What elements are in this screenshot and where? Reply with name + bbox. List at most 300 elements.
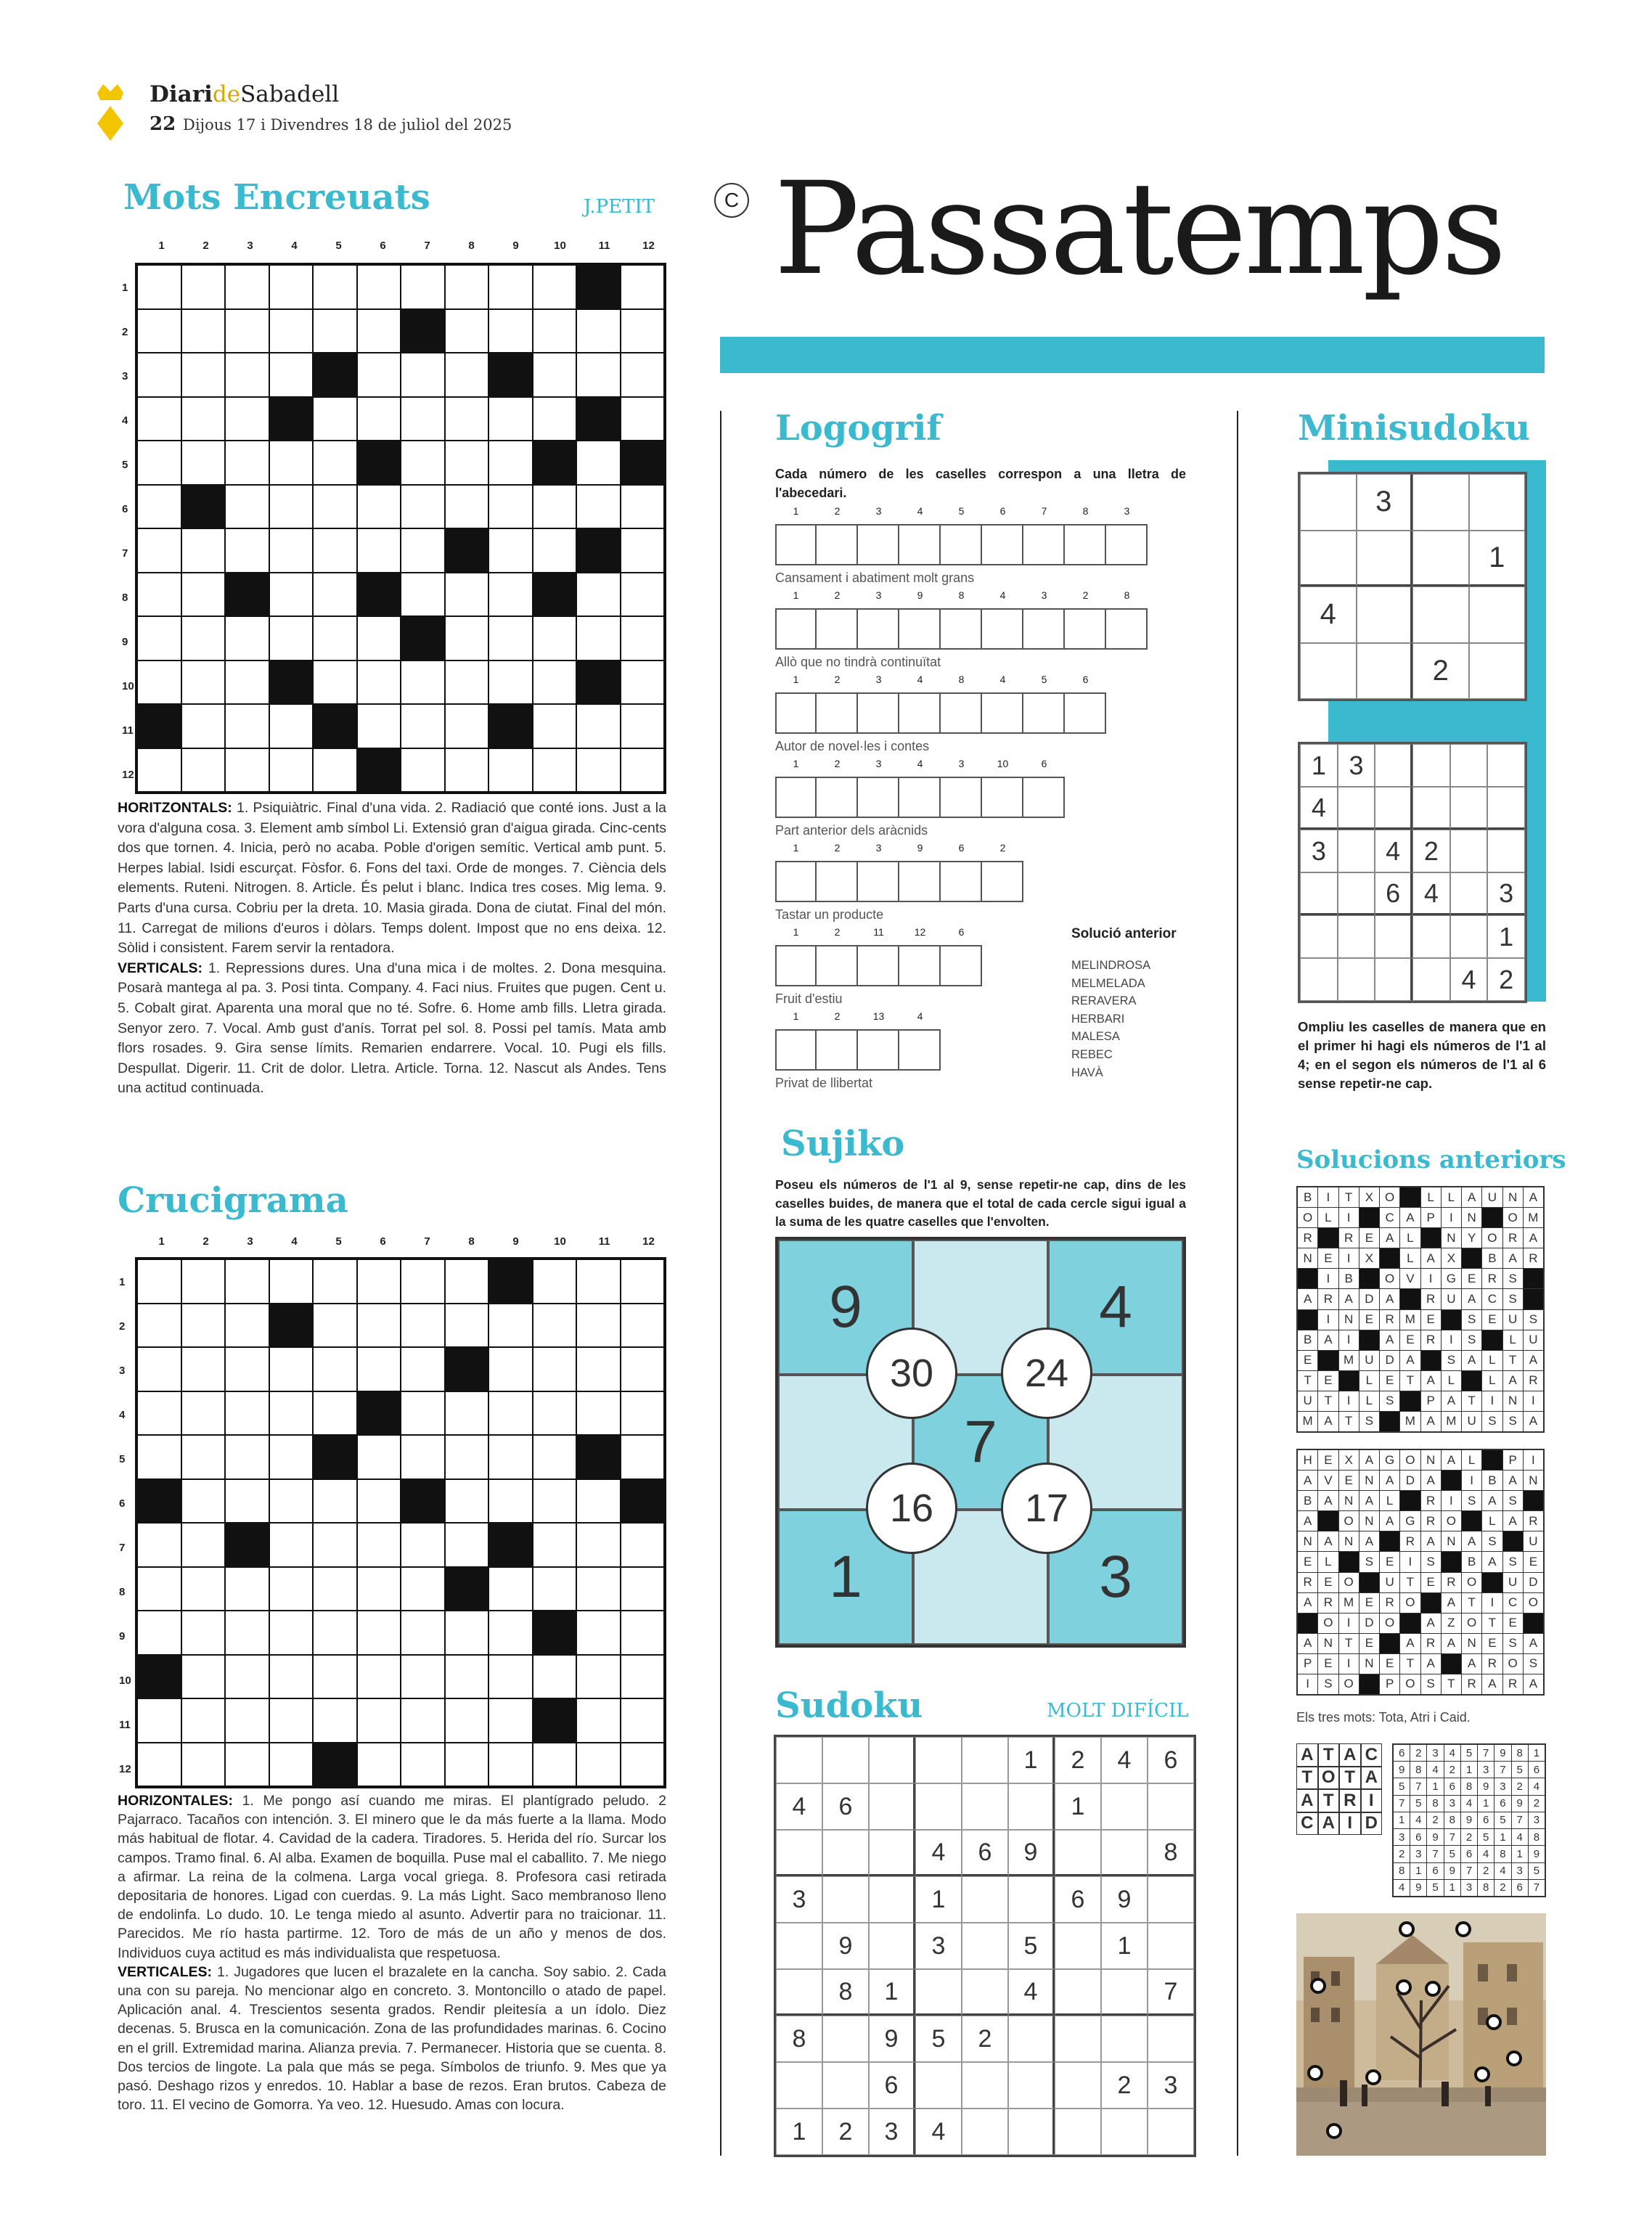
grid-cell[interactable] xyxy=(270,1348,313,1391)
sudoku-cell[interactable]: 9 xyxy=(1101,1876,1148,1923)
grid-cell[interactable] xyxy=(358,661,401,704)
grid-cell[interactable] xyxy=(182,1568,225,1611)
grid-cell[interactable] xyxy=(446,353,488,396)
grid-cell[interactable] xyxy=(314,1436,356,1478)
grid-cell[interactable] xyxy=(489,441,532,484)
logo-letter-box[interactable] xyxy=(982,777,1023,818)
sudoku-cell[interactable]: 3 xyxy=(1487,872,1525,915)
grid-cell[interactable] xyxy=(182,441,225,484)
grid-cell[interactable] xyxy=(621,486,664,528)
logo-letter-box[interactable] xyxy=(982,524,1023,565)
grid-cell[interactable] xyxy=(577,398,620,441)
grid-cell[interactable] xyxy=(138,353,181,396)
grid-cell[interactable] xyxy=(270,705,313,748)
grid-cell[interactable] xyxy=(533,573,576,616)
grid-cell[interactable] xyxy=(138,749,181,792)
grid-cell[interactable] xyxy=(577,1568,620,1611)
grid-cell[interactable] xyxy=(621,1480,664,1523)
sudoku-cell[interactable] xyxy=(869,1737,915,1783)
sudoku-cell[interactable]: 1 xyxy=(915,1876,962,1923)
sudoku-cell[interactable] xyxy=(1055,1923,1101,1969)
grid-cell[interactable] xyxy=(401,1260,444,1303)
sudoku-cell[interactable] xyxy=(1008,1783,1055,1830)
sudoku-cell[interactable] xyxy=(915,1969,962,2016)
grid-cell[interactable] xyxy=(401,266,444,308)
grid-cell[interactable] xyxy=(533,1480,576,1523)
sudoku-cell[interactable] xyxy=(1300,958,1338,1001)
sudoku-cell[interactable]: 6 xyxy=(1148,1737,1194,1783)
grid-cell[interactable] xyxy=(358,1348,401,1391)
sudoku-cell[interactable] xyxy=(1450,787,1488,830)
grid-cell[interactable] xyxy=(489,266,532,308)
logo-letter-box[interactable] xyxy=(858,945,899,986)
grid-cell[interactable] xyxy=(577,1392,620,1435)
sudoku-cell[interactable] xyxy=(822,1830,869,1876)
sudoku-cell[interactable] xyxy=(1412,474,1469,531)
sudoku-cell[interactable]: 2 xyxy=(1101,2062,1148,2109)
logo-letter-box[interactable] xyxy=(817,945,858,986)
grid-cell[interactable] xyxy=(401,617,444,660)
sudoku-cell[interactable]: 2 xyxy=(1487,958,1525,1001)
sudoku-cell[interactable] xyxy=(1375,744,1412,787)
grid-cell[interactable] xyxy=(138,573,181,616)
sudoku-cell[interactable] xyxy=(1412,787,1450,830)
grid-cell[interactable] xyxy=(446,441,488,484)
grid-cell[interactable] xyxy=(446,1436,488,1478)
grid-cell[interactable] xyxy=(226,1480,269,1523)
grid-cell[interactable] xyxy=(270,1304,313,1347)
grid-cell[interactable] xyxy=(226,573,269,616)
grid-cell[interactable] xyxy=(401,310,444,353)
grid-cell[interactable] xyxy=(489,1392,532,1435)
grid-cell[interactable] xyxy=(226,486,269,528)
logo-letter-box[interactable] xyxy=(1106,524,1148,565)
grid-cell[interactable] xyxy=(446,398,488,441)
grid-cell[interactable] xyxy=(621,1743,664,1786)
logo-letter-box[interactable] xyxy=(817,608,858,650)
grid-cell[interactable] xyxy=(446,1260,488,1303)
grid-cell[interactable] xyxy=(577,486,620,528)
grid-cell[interactable] xyxy=(270,1260,313,1303)
logo-letter-box[interactable] xyxy=(899,777,941,818)
sudoku-cell[interactable] xyxy=(822,1876,869,1923)
grid-cell[interactable] xyxy=(489,1568,532,1611)
grid-cell[interactable] xyxy=(621,353,664,396)
sudoku-cell[interactable] xyxy=(1450,744,1488,787)
sudoku-cell[interactable] xyxy=(1450,872,1488,915)
sudoku-cell[interactable] xyxy=(822,1737,869,1783)
sudoku-cell[interactable] xyxy=(776,2062,822,2109)
grid-cell[interactable] xyxy=(314,398,356,441)
grid-cell[interactable] xyxy=(401,1743,444,1786)
grid-cell[interactable] xyxy=(489,573,532,616)
sudoku-cell[interactable]: 4 xyxy=(1375,830,1412,872)
sudoku-cell[interactable]: 4 xyxy=(1101,1737,1148,1783)
grid-cell[interactable] xyxy=(182,1480,225,1523)
grid-cell[interactable] xyxy=(270,1699,313,1742)
logo-letter-box[interactable] xyxy=(817,524,858,565)
grid-cell[interactable] xyxy=(533,529,576,572)
grid-cell[interactable] xyxy=(577,1656,620,1698)
sudoku-cell[interactable] xyxy=(1101,1783,1148,1830)
logo-letter-box[interactable] xyxy=(941,608,982,650)
sudoku-cell[interactable] xyxy=(1300,531,1357,587)
sudoku-cell[interactable] xyxy=(962,1876,1008,1923)
grid-cell[interactable] xyxy=(489,1304,532,1347)
grid-cell[interactable] xyxy=(138,661,181,704)
grid-cell[interactable] xyxy=(489,310,532,353)
sudoku-cell[interactable]: 4 xyxy=(1450,958,1488,1001)
logo-letter-box[interactable] xyxy=(1106,608,1148,650)
sudoku-cell[interactable] xyxy=(1412,586,1469,643)
sudoku-cell[interactable]: 1 xyxy=(1469,531,1526,587)
sudoku-cell[interactable] xyxy=(962,1737,1008,1783)
sudoku-cell[interactable] xyxy=(1008,2062,1055,2109)
grid-cell[interactable] xyxy=(138,398,181,441)
grid-cell[interactable] xyxy=(182,1304,225,1347)
grid-cell[interactable] xyxy=(621,1436,664,1478)
grid-cell[interactable] xyxy=(182,749,225,792)
sudoku-cell[interactable] xyxy=(1375,915,1412,958)
grid-cell[interactable] xyxy=(533,1568,576,1611)
grid-cell[interactable] xyxy=(401,1392,444,1435)
grid-cell[interactable] xyxy=(270,266,313,308)
grid-cell[interactable] xyxy=(314,1524,356,1566)
sudoku-cell[interactable]: 1 xyxy=(1101,1923,1148,1969)
sudoku-cell[interactable]: 6 xyxy=(962,1830,1008,1876)
logo-letter-box[interactable] xyxy=(858,524,899,565)
logo-letter-box[interactable] xyxy=(858,692,899,734)
sudoku-cell[interactable] xyxy=(1300,643,1357,700)
logo-letter-box[interactable] xyxy=(775,524,817,565)
sudoku-cell[interactable] xyxy=(915,1737,962,1783)
grid-cell[interactable] xyxy=(138,1260,181,1303)
grid-cell[interactable] xyxy=(314,1392,356,1435)
sudoku-cell[interactable] xyxy=(1148,1876,1194,1923)
grid-cell[interactable] xyxy=(358,749,401,792)
grid-cell[interactable] xyxy=(577,1260,620,1303)
grid-cell[interactable] xyxy=(314,1743,356,1786)
sudoku-cell[interactable] xyxy=(962,2109,1008,2155)
sudoku-cell[interactable] xyxy=(1148,1783,1194,1830)
sudoku-cell[interactable] xyxy=(1338,830,1375,872)
grid-cell[interactable] xyxy=(533,398,576,441)
grid-cell[interactable] xyxy=(314,1304,356,1347)
sudoku-cell[interactable]: 2 xyxy=(1412,643,1469,700)
sudoku-cell[interactable]: 6 xyxy=(869,2062,915,2109)
grid-cell[interactable] xyxy=(489,705,532,748)
grid-cell[interactable] xyxy=(138,1348,181,1391)
sudoku-cell[interactable]: 4 xyxy=(776,1783,822,1830)
sudoku-cell[interactable] xyxy=(776,1830,822,1876)
grid-cell[interactable] xyxy=(621,1260,664,1303)
grid-cell[interactable] xyxy=(314,749,356,792)
grid-cell[interactable] xyxy=(226,1568,269,1611)
sudoku-cell[interactable]: 2 xyxy=(822,2109,869,2155)
grid-cell[interactable] xyxy=(358,1392,401,1435)
sudoku-cell[interactable]: 6 xyxy=(822,1783,869,1830)
logo-letter-box[interactable] xyxy=(775,692,817,734)
sudoku-cell[interactable]: 9 xyxy=(1008,1830,1055,1876)
grid-cell[interactable] xyxy=(358,529,401,572)
grid-cell[interactable] xyxy=(577,705,620,748)
grid-cell[interactable] xyxy=(577,1348,620,1391)
grid-cell[interactable] xyxy=(621,617,664,660)
grid-cell[interactable] xyxy=(489,1524,532,1566)
sudoku-cell[interactable] xyxy=(1357,531,1413,587)
grid-cell[interactable] xyxy=(270,1568,313,1611)
grid-cell[interactable] xyxy=(314,573,356,616)
grid-cell[interactable] xyxy=(182,573,225,616)
grid-cell[interactable] xyxy=(226,1392,269,1435)
logo-letter-box[interactable] xyxy=(858,1029,899,1071)
grid-cell[interactable] xyxy=(138,1392,181,1435)
grid-cell[interactable] xyxy=(533,1656,576,1698)
sudoku-cell[interactable] xyxy=(915,2062,962,2109)
sudoku-cell[interactable] xyxy=(1412,958,1450,1001)
logo-letter-box[interactable] xyxy=(775,608,817,650)
grid-cell[interactable] xyxy=(401,529,444,572)
sudoku-cell[interactable] xyxy=(1469,643,1526,700)
grid-cell[interactable] xyxy=(138,1480,181,1523)
sudoku-cell[interactable] xyxy=(1375,787,1412,830)
grid-cell[interactable] xyxy=(314,310,356,353)
grid-cell[interactable] xyxy=(446,617,488,660)
sudoku-cell[interactable]: 3 xyxy=(1338,744,1375,787)
sudoku-cell[interactable]: 4 xyxy=(1300,787,1338,830)
logo-letter-box[interactable] xyxy=(1065,692,1106,734)
grid-cell[interactable] xyxy=(446,1524,488,1566)
grid-cell[interactable] xyxy=(226,310,269,353)
grid-cell[interactable] xyxy=(621,529,664,572)
grid-cell[interactable] xyxy=(270,441,313,484)
sudoku-cell[interactable] xyxy=(776,1737,822,1783)
grid-cell[interactable] xyxy=(182,1260,225,1303)
logo-letter-box[interactable] xyxy=(1065,524,1106,565)
logo-letter-box[interactable] xyxy=(941,945,982,986)
logo-letter-box[interactable] xyxy=(899,1029,941,1071)
grid-cell[interactable] xyxy=(270,1480,313,1523)
sudoku-cell[interactable] xyxy=(1469,586,1526,643)
grid-cell[interactable] xyxy=(621,310,664,353)
logo-letter-box[interactable] xyxy=(941,777,982,818)
grid-cell[interactable] xyxy=(533,749,576,792)
logo-letter-box[interactable] xyxy=(899,945,941,986)
grid-cell[interactable] xyxy=(314,1568,356,1611)
logo-letter-box[interactable] xyxy=(899,692,941,734)
grid-cell[interactable] xyxy=(621,749,664,792)
grid-cell[interactable] xyxy=(489,529,532,572)
sudoku-cell[interactable] xyxy=(869,1923,915,1969)
grid-cell[interactable] xyxy=(226,661,269,704)
grid-cell[interactable] xyxy=(358,398,401,441)
grid-cell[interactable] xyxy=(182,1524,225,1566)
grid-cell[interactable] xyxy=(358,1611,401,1654)
grid-cell[interactable] xyxy=(446,705,488,748)
logo-letter-box[interactable] xyxy=(775,861,817,902)
grid-cell[interactable] xyxy=(358,573,401,616)
grid-cell[interactable] xyxy=(489,617,532,660)
grid-cell[interactable] xyxy=(401,1611,444,1654)
grid-cell[interactable] xyxy=(401,1480,444,1523)
sujiko-cell[interactable]: 1 xyxy=(778,1510,913,1645)
sudoku-cell[interactable] xyxy=(1300,915,1338,958)
grid-cell[interactable] xyxy=(138,1304,181,1347)
sudoku-cell[interactable] xyxy=(1487,830,1525,872)
logo-letter-box[interactable] xyxy=(817,861,858,902)
grid-cell[interactable] xyxy=(446,749,488,792)
grid-cell[interactable] xyxy=(270,353,313,396)
grid-cell[interactable] xyxy=(358,1524,401,1566)
sudoku-cell[interactable]: 4 xyxy=(915,2109,962,2155)
logo-letter-box[interactable] xyxy=(899,524,941,565)
grid-cell[interactable] xyxy=(182,661,225,704)
logo-letter-box[interactable] xyxy=(817,692,858,734)
sujiko-cell[interactable]: 9 xyxy=(778,1240,913,1375)
grid-cell[interactable] xyxy=(577,1436,620,1478)
grid-cell[interactable] xyxy=(621,573,664,616)
grid-cell[interactable] xyxy=(489,1611,532,1654)
grid-cell[interactable] xyxy=(358,441,401,484)
grid-cell[interactable] xyxy=(577,1611,620,1654)
grid-cell[interactable] xyxy=(533,486,576,528)
sudoku-cell[interactable] xyxy=(962,1969,1008,2016)
grid-cell[interactable] xyxy=(533,1260,576,1303)
sudoku-cell[interactable] xyxy=(1338,915,1375,958)
logo-letter-box[interactable] xyxy=(982,608,1023,650)
grid-cell[interactable] xyxy=(270,1611,313,1654)
grid-cell[interactable] xyxy=(533,1348,576,1391)
grid-cell[interactable] xyxy=(182,398,225,441)
sudoku-cell[interactable] xyxy=(962,1783,1008,1830)
grid-cell[interactable] xyxy=(270,617,313,660)
sudoku-cell[interactable]: 3 xyxy=(915,1923,962,1969)
grid-cell[interactable] xyxy=(270,310,313,353)
grid-cell[interactable] xyxy=(182,486,225,528)
grid-cell[interactable] xyxy=(489,1743,532,1786)
sudoku-cell[interactable]: 1 xyxy=(869,1969,915,2016)
grid-cell[interactable] xyxy=(226,1304,269,1347)
grid-cell[interactable] xyxy=(314,1480,356,1523)
sudoku-cell[interactable] xyxy=(1338,872,1375,915)
sudoku-cell[interactable] xyxy=(869,1830,915,1876)
grid-cell[interactable] xyxy=(270,661,313,704)
grid-cell[interactable] xyxy=(489,1436,532,1478)
sudoku-cell[interactable]: 4 xyxy=(1300,586,1357,643)
grid-cell[interactable] xyxy=(577,266,620,308)
grid-cell[interactable] xyxy=(270,573,313,616)
grid-cell[interactable] xyxy=(446,1611,488,1654)
sudoku-cell[interactable] xyxy=(1055,2016,1101,2062)
grid-cell[interactable] xyxy=(489,398,532,441)
grid-cell[interactable] xyxy=(577,441,620,484)
grid-cell[interactable] xyxy=(489,486,532,528)
grid-cell[interactable] xyxy=(533,441,576,484)
sudoku-cell[interactable] xyxy=(1055,1969,1101,2016)
logo-letter-box[interactable] xyxy=(941,524,982,565)
grid-cell[interactable] xyxy=(358,1656,401,1698)
grid-cell[interactable] xyxy=(314,705,356,748)
grid-cell[interactable] xyxy=(489,1348,532,1391)
grid-cell[interactable] xyxy=(621,266,664,308)
sudoku-cell[interactable] xyxy=(1450,915,1488,958)
grid-cell[interactable] xyxy=(358,1480,401,1523)
logo-letter-box[interactable] xyxy=(858,777,899,818)
grid-cell[interactable] xyxy=(226,1743,269,1786)
sudoku-cell[interactable] xyxy=(962,2062,1008,2109)
grid-cell[interactable] xyxy=(314,1260,356,1303)
grid-cell[interactable] xyxy=(314,266,356,308)
grid-cell[interactable] xyxy=(314,1348,356,1391)
sudoku-cell[interactable] xyxy=(1450,830,1488,872)
sudoku-cell[interactable]: 3 xyxy=(1148,2062,1194,2109)
grid-cell[interactable] xyxy=(226,1611,269,1654)
grid-cell[interactable] xyxy=(226,1348,269,1391)
grid-cell[interactable] xyxy=(533,1392,576,1435)
grid-cell[interactable] xyxy=(489,353,532,396)
grid-cell[interactable] xyxy=(182,1656,225,1698)
grid-cell[interactable] xyxy=(226,266,269,308)
sudoku-cell[interactable] xyxy=(1055,2109,1101,2155)
grid-cell[interactable] xyxy=(358,1699,401,1742)
grid-cell[interactable] xyxy=(270,486,313,528)
grid-cell[interactable] xyxy=(577,1743,620,1786)
logo-letter-box[interactable] xyxy=(817,777,858,818)
sudoku-cell[interactable] xyxy=(1487,787,1525,830)
sudoku-cell[interactable]: 3 xyxy=(869,2109,915,2155)
grid-cell[interactable] xyxy=(401,749,444,792)
grid-cell[interactable] xyxy=(621,398,664,441)
logo-letter-box[interactable] xyxy=(775,777,817,818)
grid-cell[interactable] xyxy=(621,1348,664,1391)
grid-cell[interactable] xyxy=(358,353,401,396)
sujiko-cell[interactable]: 3 xyxy=(1048,1510,1183,1645)
sudoku-cell[interactable]: 3 xyxy=(776,1876,822,1923)
logo-letter-box[interactable] xyxy=(1023,524,1065,565)
sudoku-cell[interactable] xyxy=(869,1876,915,1923)
grid-cell[interactable] xyxy=(446,1392,488,1435)
grid-cell[interactable] xyxy=(577,617,620,660)
logo-letter-box[interactable] xyxy=(982,861,1023,902)
sudoku-cell[interactable] xyxy=(1055,2062,1101,2109)
grid-cell[interactable] xyxy=(533,661,576,704)
grid-cell[interactable] xyxy=(138,441,181,484)
sudoku-cell[interactable] xyxy=(1357,643,1413,700)
grid-cell[interactable] xyxy=(226,353,269,396)
grid-cell[interactable] xyxy=(577,1304,620,1347)
logo-letter-box[interactable] xyxy=(775,945,817,986)
sudoku-cell[interactable] xyxy=(1357,586,1413,643)
sudoku-cell[interactable] xyxy=(1101,2109,1148,2155)
grid-cell[interactable] xyxy=(533,310,576,353)
sudoku-cell[interactable] xyxy=(915,1783,962,1830)
grid-cell[interactable] xyxy=(621,1392,664,1435)
sudoku-cell[interactable]: 9 xyxy=(869,2016,915,2062)
grid-cell[interactable] xyxy=(446,486,488,528)
sujiko-cell[interactable]: 7 xyxy=(913,1375,1048,1510)
sudoku-cell[interactable]: 8 xyxy=(1148,1830,1194,1876)
logo-letter-box[interactable] xyxy=(941,861,982,902)
sudoku-cell[interactable] xyxy=(962,1923,1008,1969)
sudoku-cell[interactable] xyxy=(1412,531,1469,587)
sudoku-cell[interactable] xyxy=(1008,2109,1055,2155)
grid-cell[interactable] xyxy=(138,1656,181,1698)
grid-cell[interactable] xyxy=(401,1699,444,1742)
sudoku-cell[interactable]: 8 xyxy=(776,2016,822,2062)
grid-cell[interactable] xyxy=(446,1304,488,1347)
grid-cell[interactable] xyxy=(226,1260,269,1303)
sudoku-cell[interactable] xyxy=(1148,2109,1194,2155)
